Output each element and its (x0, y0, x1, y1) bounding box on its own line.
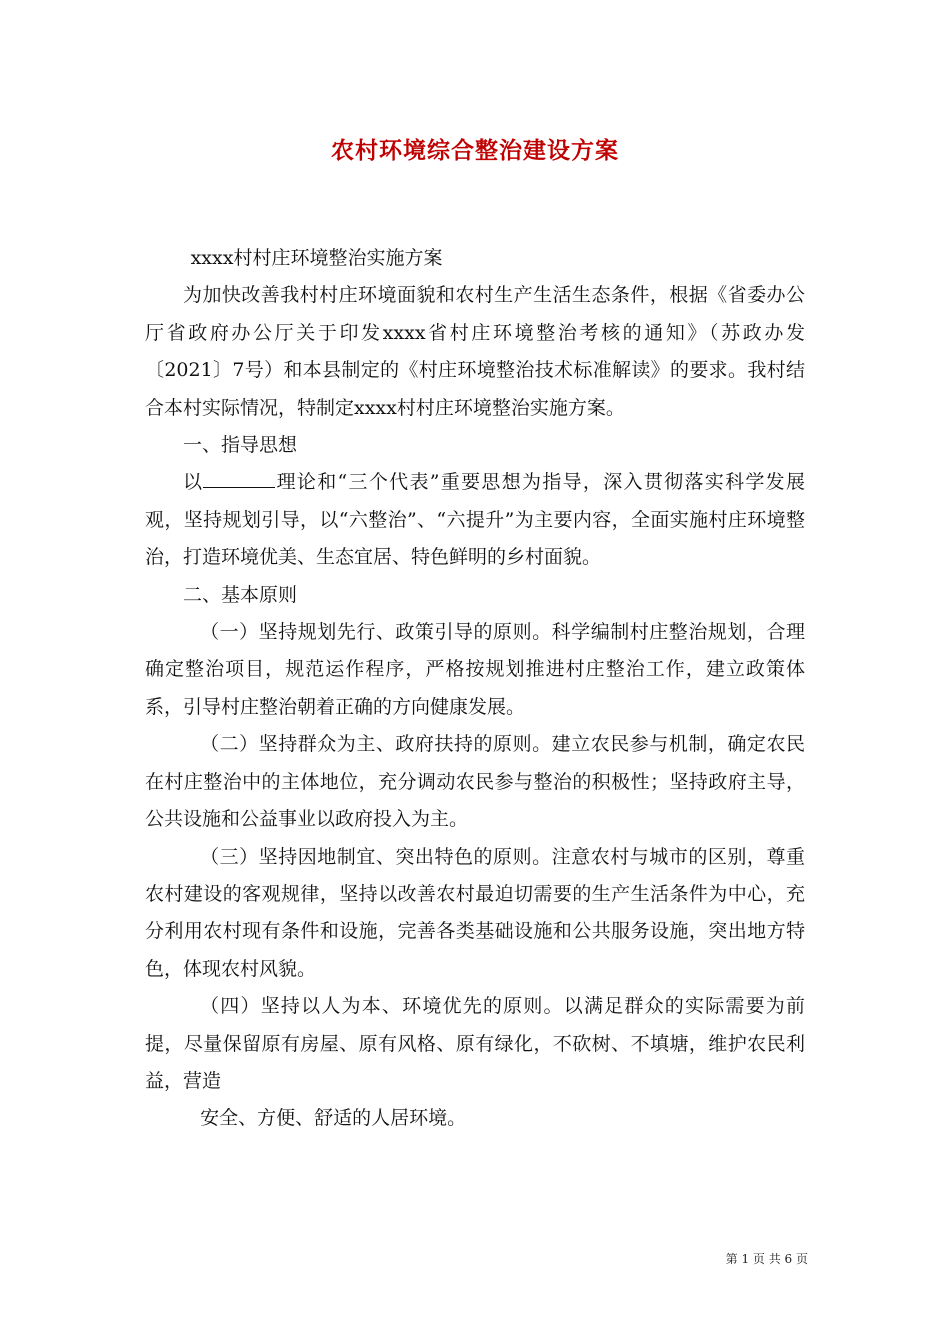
principle-2-paragraph: （二）坚持群众为主、政府扶持的原则。建立农民参与机制，确定农民在村庄整治中的主体地位，充分调动农民参与整治的积极性；坚持政府主导，公共设施和公益事业以政府投入为主。 (145, 733, 805, 831)
principle-3-paragraph: （三）坚持因地制宜、突出特色的原则。注意农村与城市的区别，尊重农村建设的客观规律，坚持以改善农村最迫切需要的生产生活条件为中心，充分利用农村现有条件和设施，完善各类基础设施和公共服务设施，突出地方特色，体现农村风貌。 (145, 845, 805, 980)
document-title: 农村环境综合整治建设方案 (331, 137, 619, 164)
section-heading-guiding-thought: 一、指导思想 (183, 434, 298, 457)
document-subtitle: xxxx村村庄环境整治实施方案 (190, 247, 443, 269)
principle-4-paragraph: （四）坚持以人为本、环境优先的原则。以满足群众的实际需要为前提，尽量保留原有房屋、原有风格、原有绿化，不砍树、不填塘，维护农民利益，营造 (145, 995, 805, 1092)
guiding-thought-text: 理论和“三个代表”重要思想为指导，深入贯彻落实科学发展观，坚持规划引导，以“六整治”、“六提升”为主要内容，全面实施村庄环境整治，打造环境优美、生态宜居、特色鲜明的乡村面貌。 (145, 471, 805, 569)
principle-4-tail: 安全、方便、舒适的人居环境。 (200, 1107, 467, 1130)
principle-1-paragraph: （一）坚持规划先行、政策引导的原则。科学编制村庄整治规划，合理确定整治项目，规范运作程序，严格按规划推进村庄整治工作，建立政策体系，引导村庄整治朝着正确的方向健康发展。 (145, 621, 805, 718)
page-number-footer: 第 1 页 共 6 页 (725, 1252, 808, 1266)
blank-underline (203, 469, 275, 488)
guiding-thought-paragraph (145, 464, 805, 576)
document-body (145, 240, 805, 1138)
intro-paragraph: 为加快改善我村村庄环境面貌和农村生产生活生态条件，根据《省委办公厅省政府办公厅关于印发xxxx省村庄环境整治考核的通知》（苏政办发〔2021〕7号）和本县制定的《村庄环境整治技术标准解读》的要求。我村结合本村实际情况，特制定xxxx村村庄环境整治实施方案。 (145, 284, 805, 419)
guiding-thought-prefix: 以 (183, 471, 204, 494)
section-heading-basic-principles: 二、基本原则 (183, 583, 298, 606)
